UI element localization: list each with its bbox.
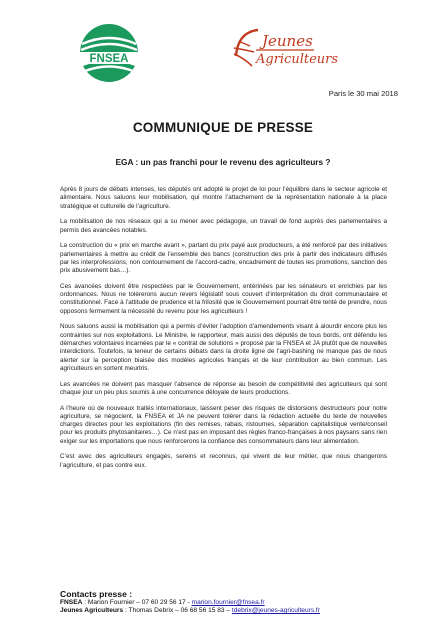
fnsea-logo bbox=[78, 22, 140, 84]
paragraph: Ces avancées doivent être respectées par le Gouvernement, entérinées par les sénateurs et enrichies par les ordonnances. Nous ne tolèrerons aucun revers législatif sous couvert d’interprétation du droit communautaire et constitutionnel. Face à l’attitude de prudence et la frilosité que le Gouvernement pourrait être tenté de prendre, nous opposons fermement la nécessité du revenu pour les agriculteurs ! bbox=[60, 282, 387, 315]
paragraph: La mobilisation de nos réseaux qui a su mener avec pédagogie, un travail de fond auprès des parlementaires a permis des avancées notables. bbox=[60, 218, 387, 234]
contact-email-link[interactable]: tdebrix@jeunes-agriculteurs.fr bbox=[231, 607, 320, 615]
contacts-title: Contacts presse : bbox=[60, 589, 133, 599]
contact-org: Jeunes Agriculteurs bbox=[60, 607, 124, 615]
ja-logo-word-agriculteurs: Agriculteurs bbox=[256, 52, 339, 67]
contact-line-ja bbox=[60, 607, 400, 615]
contact-line-fnsea bbox=[60, 599, 400, 607]
contact-details: : Thomas Debrix – 06 68 56 15 83 – bbox=[123, 607, 232, 615]
ja-logo-word-jeunes: Jeunes bbox=[262, 32, 313, 50]
release-date: Paris le 30 mai 2018 bbox=[328, 89, 398, 98]
paragraph: Après 8 jours de débats intenses, les députés ont adopté le projet de loi pour l’équilibre dans le secteur agricole et alimentaire. Nous saluons leur mobilisation, qui montre l’attachement de la représentation nationale à la place stratégique et culturelle de l’agriculture. bbox=[60, 186, 387, 210]
jeunes-agriculteurs-logo bbox=[232, 26, 339, 84]
page-subtitle: EGA : un pas franchi pour le revenu des agriculteurs ? bbox=[115, 157, 331, 167]
paragraph: La construction du « prix en marche avant », partant du prix payé aux producteurs, a été renforcé par des initiatives parlementaires à mettre au crédit de l’ensemble des bancs (construction des prix à partir des indicateurs diffusés par les interprofessions, non contournement de l’accord-cadre, encadrement de toutes les promotions, sanction des prix abusivement bas…). bbox=[60, 242, 387, 275]
contact-details: : Marion Fournier – 07 60 29 56 17 - bbox=[82, 599, 192, 606]
paragraph: Les avancées ne doivent pas masquer l’absence de réponse au besoin de compétitivité des agriculteurs qui sont chaque jour un peu plus soumis à une concurrence déloyale de leurs productions. bbox=[60, 380, 387, 396]
fnsea-emblem-icon bbox=[78, 22, 140, 84]
paragraph: Nous saluons aussi la mobilisation qui a permis d’éviter l’adoption d’amendements visant à alourdir encore plus les contraintes sur nos exploitations. Le Ministre, le rapporteur, mais aussi des députés de tous bords, ont défendu les démarches volontaires incarnées par le « contrat de solutions » proposé par la FNSEA et JA plutôt que de nouvelles interdictions. Toutefois, la teneur de certains débats dans la droite ligne de l’agri-bashing ne manque pas de nous alerter sur la perception biaisée des modèles agricoles français et de leur contribution au bien commun. Les agriculteurs en sortent meurtris. bbox=[60, 323, 387, 372]
page-title: COMMUNIQUE DE PRESSE bbox=[132, 120, 314, 135]
press-contacts bbox=[60, 589, 400, 615]
release-body bbox=[60, 186, 387, 477]
svg-text:FNSEA: FNSEA bbox=[89, 53, 129, 65]
paragraph: A l’heure où de nouveaux traités internationaux, laissent peser des risques de distorsions destructeurs pour notre agriculture, se négocient, la FNSEA et JA ne peuvent tolérer dans la rédaction actuelle du texte de nouvelles charges directes pour les exploitations (fin des remises, rabais, ristournes, séparation capitalistique vente/conseil pour les produits phytosanitaires…). Ce n’est pas en imposant des règles franco-françaises à nos paysans sans rien exiger sur les importations que nous renforcerons la confiance des consommateurs dans leur alimentation. bbox=[60, 404, 387, 445]
contact-email-link[interactable]: marion.fournier@fnsea.fr bbox=[191, 599, 265, 606]
contact-org: FNSEA bbox=[60, 599, 83, 606]
paragraph: C’est avec des agriculteurs engagés, sereins et reconnus, qui vivent de leur métier, que nous changerons l’agriculture, et pas contre eux. bbox=[60, 453, 387, 469]
